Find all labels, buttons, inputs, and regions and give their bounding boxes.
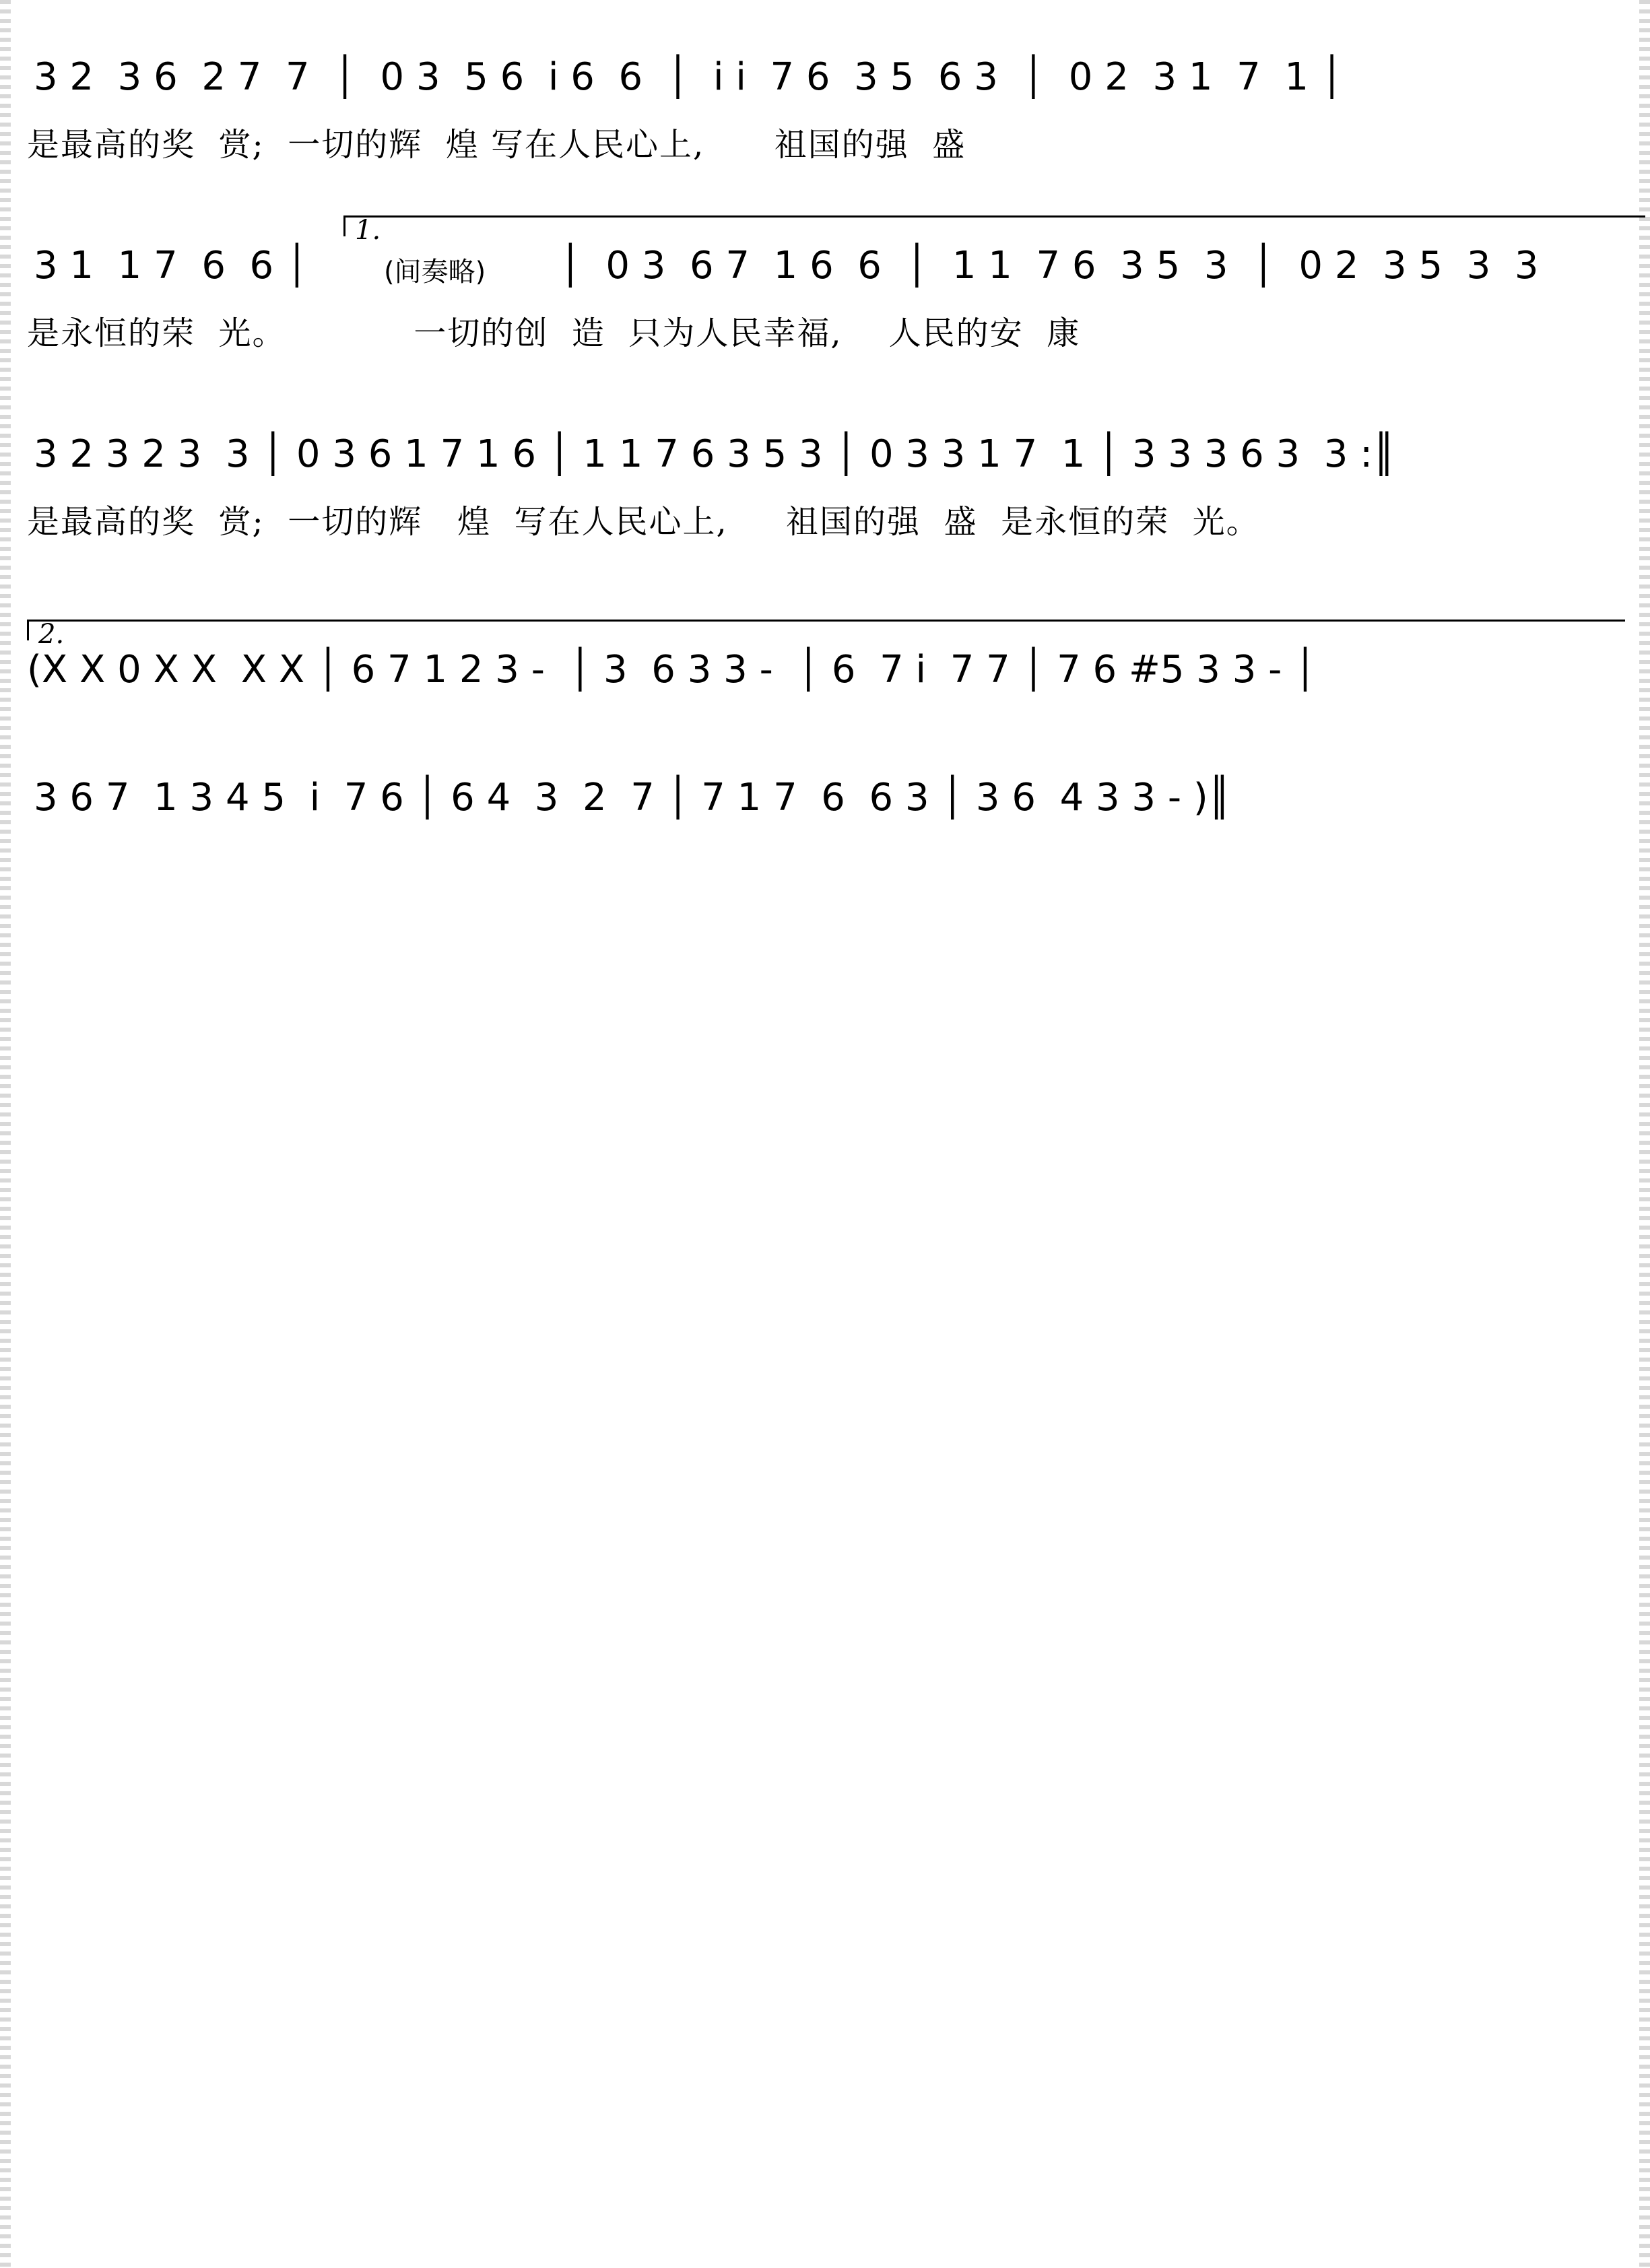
interlude-label: (间奏略) — [384, 257, 486, 288]
volta-label: 2. — [38, 619, 65, 650]
page-edge-left — [0, 0, 11, 2268]
note-sequence: 3 6 7 1 3 4 5 i 7 6 │ 6 4 3 2 7 │ 7 1 7 6 6 3 │ 3 6 4 3 3 - )║ — [34, 776, 1231, 820]
note-sequence: 3 2 3 2 3 3 │ 0 3 6 1 7 1 6 │ 1 1 7 6 3 5 3 │ 0 3 3 1 7 1 │ 3 3 3 6 3 3 :║ — [34, 432, 1395, 476]
note-sequence-a: 3 1 1 7 6 6 │ — [34, 244, 308, 288]
notation-row-5 — [27, 774, 1623, 875]
note-sequence: (X X 0 X X X X │ 6 7 1 2 3 - │ 3 6 3 3 - │ 6 7 i 7 7 │ 7 6 #5 3 3 - │ — [27, 648, 1317, 692]
volta-bracket-1 — [343, 215, 1645, 246]
volta-bracket-2 — [27, 619, 1625, 650]
page-edge-right — [1639, 0, 1650, 2268]
notation-row-4 — [27, 646, 1623, 747]
note-sequence: 3 2 3 6 2 7 7 │ 0 3 5 6 i 6 6 │ i i 7 6 3 5 6 3 │ 0 2 3 1 7 1 │ — [34, 55, 1344, 99]
volta-label: 1. — [355, 215, 381, 246]
note-sequence-b: │ 0 3 6 7 1 6 6 │ 1 1 7 6 3 5 3 │ 0 2 3 5 3 3 — [559, 244, 1539, 288]
lyric-line-2: 是永恒的荣 光。 一切的创 造 只为人民幸福, 人民的安 康 — [27, 314, 1081, 352]
lyric-line-3: 是最高的奖 赏; 一切的辉 煌 写在人民心上, 祖国的强 盛 是永恒的荣 光。 — [27, 503, 1260, 541]
lyric-line-1: 是最高的奖 赏; 一切的辉 煌 写在人民心上, 祖国的强 盛 — [27, 126, 966, 164]
